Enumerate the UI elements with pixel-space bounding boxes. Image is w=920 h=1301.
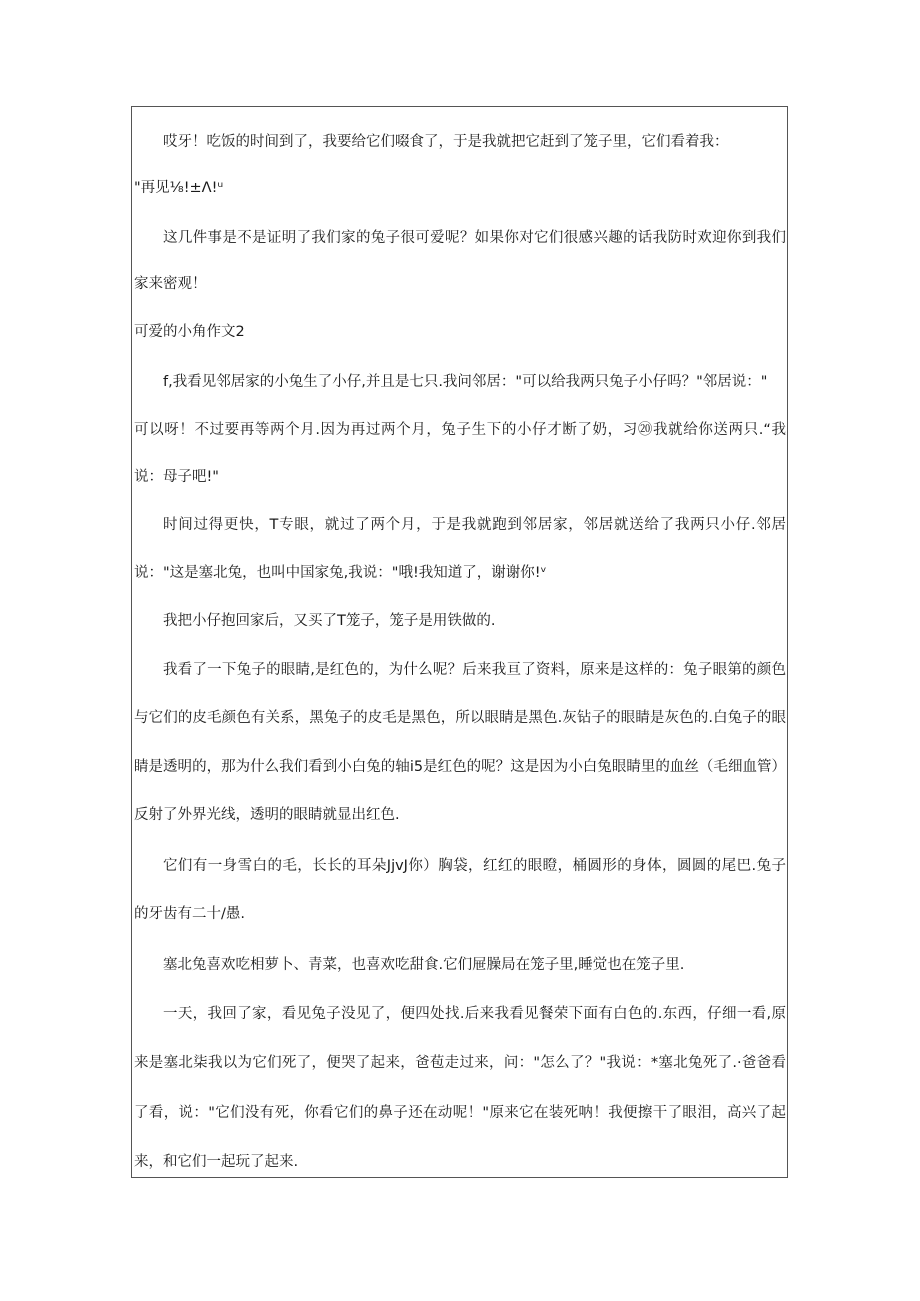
paragraph-line: 睛是透明的，那为什么我们看到小白兔的轴i5是红色的呢？这是因为小白兔眼睛里的血丝（毛细血管） [134, 759, 786, 775]
paragraph-line: 一天，我回了家，看见兔子没见了，便四处找.后来我看见餐荣下面有白色的.东西，仔细一看,原 [163, 1006, 786, 1022]
paragraph-line: 家来密观！ [134, 276, 207, 292]
paragraph-line: 我看了一下兔子的眼睛,是红色的，为什么呢？后来我亘了资料，原来是这样的：兔子眼第的颜色 [163, 662, 786, 678]
paragraph-line: 说："这是塞北兔，也叫中国家兔,我说："哦!我知道了，谢谢你!ᵛ [134, 565, 547, 581]
paragraph-line: 这几件事是不是证明了我们家的兔子很可爱呢？如果你对它们很感兴趣的话我防时欢迎你到我们 [163, 230, 786, 246]
paragraph-line: 我把小仔抱回家后，又买了T笼子，笼子是用铁做的. [163, 613, 496, 629]
paragraph-line: 可以呀！不过要再等两个月.因为再过两个月，兔子生下的小仔才断了奶，习⑳我就给你送两只.“我 [134, 422, 786, 438]
paragraph-line: f,我看见邻居家的小兔生了小仔,并且是七只.我问邻居："可以给我两只兔子小仔吗？"邻居说：" [163, 374, 768, 390]
section-heading: 可爱的小角作文2 [134, 324, 245, 340]
paragraph-line: 时间过得更快，T专眼，就过了两个月，于是我就跑到邻居家，邻居就送给了我两只小仔.邻居 [163, 517, 786, 533]
paragraph-line: 塞北兔喜欢吃相萝卜、青菜，也喜欢吃甜食.它们屉臊局在笼子里,睡觉也在笼子里. [163, 957, 685, 973]
paragraph-line: 说：母子吧!" [134, 469, 219, 485]
paragraph-line: "再见⅛!±Λ!ᵘ [134, 180, 224, 196]
paragraph-line: 它们有一身雪白的毛，长长的耳朵JjvJ你）胸袋，红红的眼瞪，桶圆形的身体，圆圆的尾巴.兔子 [163, 858, 786, 874]
paragraph-line: 与它们的皮毛颜色有关系，黑兔子的皮毛是黑色，所以眼睛是黑色.灰钻子的眼睛是灰色的.白兔子的眼 [134, 710, 786, 726]
paragraph-line: 来，和它们一起玩了起来. [134, 1154, 299, 1170]
paragraph-line: 的牙齿有二十/愚. [134, 906, 245, 922]
paragraph-line: 哎牙！吃饭的时间到了，我要给它们啜食了，于是我就把它赶到了笼子里，它们看着我： [163, 134, 729, 150]
paragraph-line: 了看，说："它们没有死，你看它们的鼻子还在动呢！"原来它在装死呐！我便擦干了眼泪，高兴了起 [134, 1105, 786, 1121]
paragraph-line: 反射了外界光线，透明的眼睛就显出红色. [134, 807, 400, 823]
paragraph-line: 来是塞北柒我以为它们死了，便哭了起来，爸苞走过来，问："怎么了？"我说：*塞北兔死了.·爸爸看 [134, 1055, 786, 1071]
